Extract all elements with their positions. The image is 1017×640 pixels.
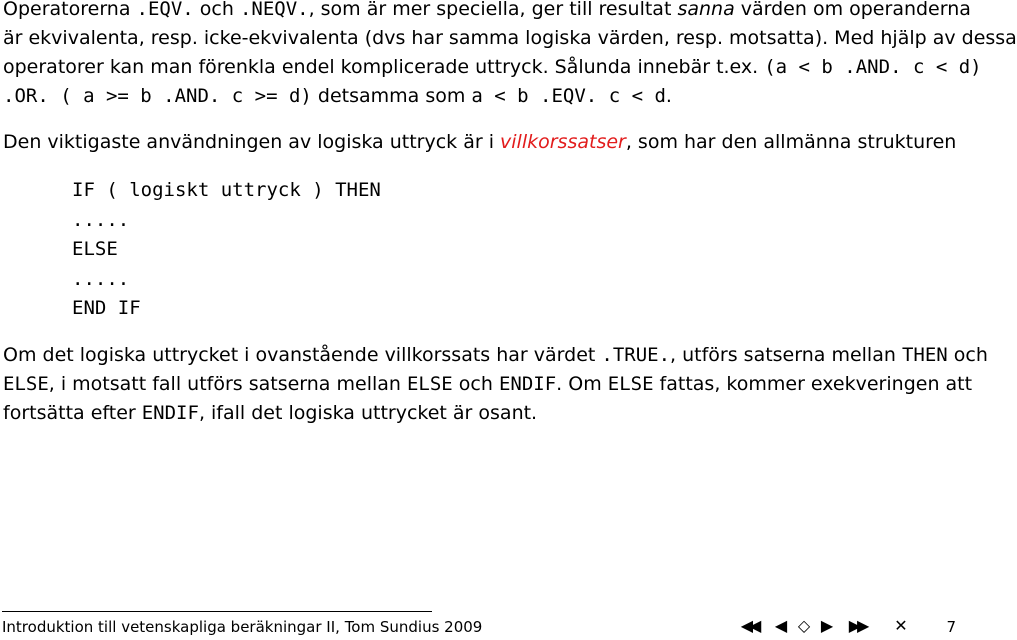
nav-last-button[interactable]: ▶▶ bbox=[848, 616, 866, 635]
highlight-villkorssatser: villkorssatser bbox=[500, 131, 626, 153]
code-expression: a < b .EQV. c < d bbox=[471, 85, 666, 107]
text: och bbox=[193, 0, 240, 20]
text: , som har den allmänna strukturen bbox=[625, 131, 957, 153]
text: Om det logiska uttrycket i ovanstående villkorssats har värdet bbox=[3, 344, 602, 366]
text: detsamma som bbox=[311, 85, 472, 107]
close-button[interactable]: ✕ bbox=[894, 616, 908, 635]
code-endif: ENDIF bbox=[498, 373, 557, 395]
paragraph-3-line-2 bbox=[3, 373, 973, 395]
paragraph-2 bbox=[3, 131, 960, 153]
code-line: ..... bbox=[72, 267, 130, 290]
code-then: THEN bbox=[901, 344, 948, 366]
code-line: ELSE bbox=[72, 238, 118, 261]
nav-next-button[interactable]: ▶ bbox=[820, 616, 834, 635]
paragraph-1-line-4 bbox=[3, 85, 960, 107]
code-expression: (a < b .AND. c < d) bbox=[764, 56, 982, 78]
text: operatorer kan man förenkla endel komplicerade uttryck. Sålunda innebär t.ex. bbox=[3, 56, 765, 78]
paragraph-3-line-1 bbox=[3, 344, 988, 366]
page-number: 7 bbox=[946, 618, 956, 636]
text: Den viktigaste användningen av logiska uttryck är i bbox=[3, 131, 501, 153]
code-expression: .OR. ( a >= b .AND. c >= d) bbox=[3, 85, 312, 107]
emphasis-sanna: sanna bbox=[677, 0, 735, 20]
code-else: ELSE bbox=[3, 373, 49, 395]
text: fortsätta efter bbox=[3, 402, 142, 424]
code-endif: ENDIF bbox=[141, 402, 199, 424]
text: och bbox=[947, 344, 988, 366]
text: fattas, kommer exekveringen att bbox=[653, 373, 973, 395]
text: , utförs satserna mellan bbox=[670, 344, 902, 366]
nav-back-button[interactable]: ◇ bbox=[797, 616, 811, 635]
text: värden om operanderna bbox=[734, 0, 971, 20]
paragraph-1-line-2: är ekvivalenta, resp. icke-ekvivalenta (dvs har samma logiska värden, resp. motsatta). Med hjälp av dessa bbox=[3, 27, 1017, 49]
text: , ifall det logiska uttrycket är osant. bbox=[198, 402, 538, 424]
paragraph-3-line-3 bbox=[3, 402, 960, 424]
text: och bbox=[452, 373, 499, 395]
code-true: .TRUE. bbox=[601, 344, 671, 366]
code-else: ELSE bbox=[607, 373, 654, 395]
text: , i motsatt fall utförs satserna mellan bbox=[48, 373, 407, 395]
footer-title: Introduktion till vetenskapliga beräkningar II, Tom Sundius 2009 bbox=[2, 618, 483, 636]
code-line: END IF bbox=[72, 297, 141, 320]
text: . bbox=[665, 85, 672, 107]
code-else: ELSE bbox=[406, 373, 453, 395]
nav-prev-button[interactable]: ◀ bbox=[774, 616, 788, 635]
code-neqv: .NEQV. bbox=[239, 0, 309, 20]
code-eqv: .EQV. bbox=[136, 0, 194, 20]
paragraph-1-line-1 bbox=[3, 0, 971, 20]
text: Operatorerna bbox=[3, 0, 137, 20]
nav-first-button[interactable]: ◀◀ bbox=[740, 616, 758, 635]
text: , som är mer speciella, ger till resultat bbox=[308, 0, 678, 20]
code-line: IF ( logiskt uttryck ) THEN bbox=[72, 179, 381, 201]
footer-divider bbox=[2, 611, 432, 612]
code-block bbox=[72, 176, 381, 324]
text: . Om bbox=[556, 373, 608, 395]
paragraph-1-line-3 bbox=[3, 56, 982, 78]
code-line: ..... bbox=[72, 208, 130, 231]
